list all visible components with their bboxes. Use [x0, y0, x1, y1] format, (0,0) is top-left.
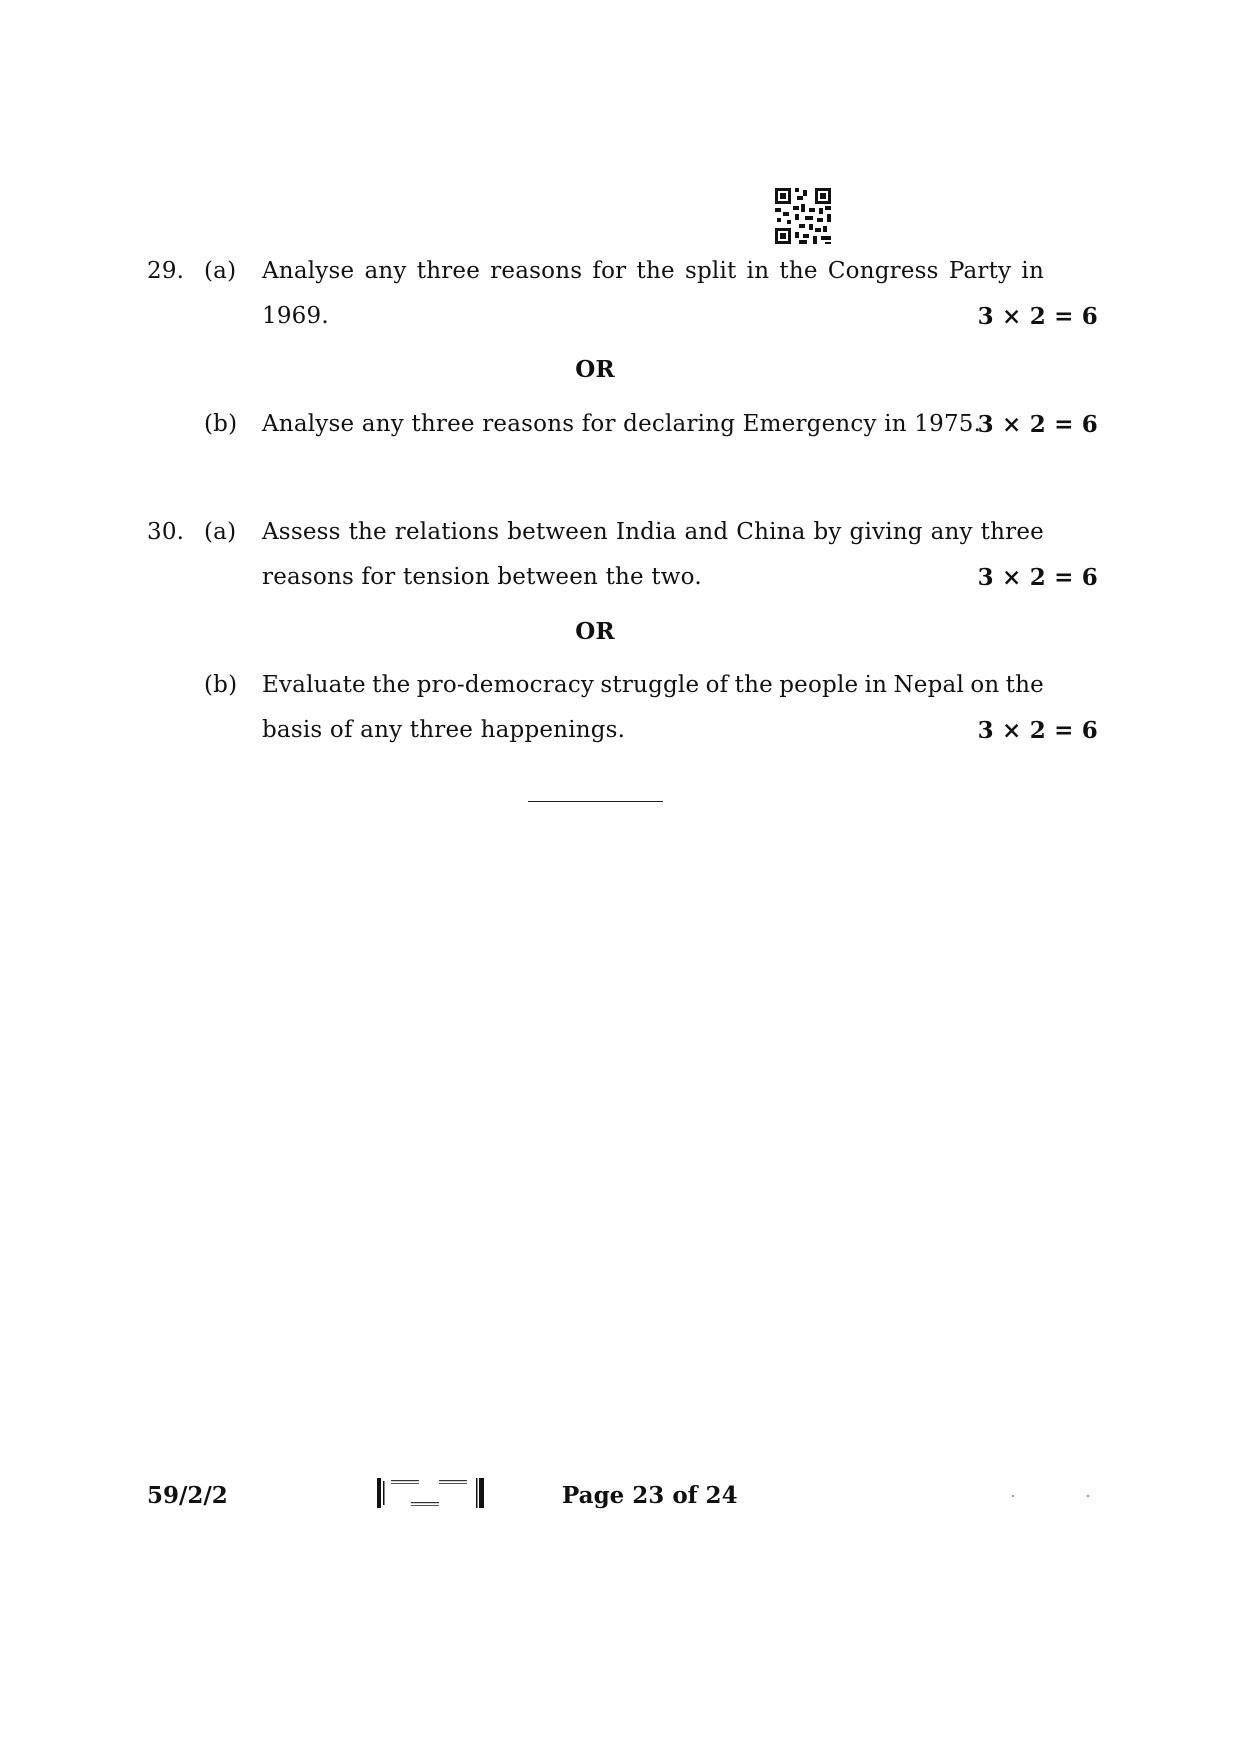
or-separator: OR: [575, 356, 615, 383]
question-number: 29.: [147, 258, 185, 284]
question-text-line: Analyse any three reasons for declaring Emergency in 1975.: [262, 411, 982, 437]
marks-label: 3 × 2 = 6: [977, 564, 1098, 591]
word: Evaluate: [262, 672, 366, 698]
question-text-line: [262, 521, 1044, 544]
question-text-line: [262, 260, 1044, 283]
or-separator: OR: [575, 618, 615, 645]
word: of: [705, 672, 729, 698]
marks-label: 3 × 2 = 6: [977, 303, 1098, 330]
word: in: [864, 672, 888, 698]
word: any: [364, 258, 407, 284]
word: by: [813, 519, 842, 545]
word: the: [348, 519, 387, 545]
question-text-line: [262, 674, 1044, 697]
word: people: [779, 672, 859, 698]
part-label: (a): [204, 519, 237, 545]
part-label: (b): [204, 411, 238, 437]
word: reasons: [490, 258, 583, 284]
word: the: [372, 672, 411, 698]
word: the: [636, 258, 675, 284]
word: India: [615, 519, 677, 545]
word: the: [1005, 672, 1044, 698]
qr-code-icon: [775, 188, 831, 244]
word: split: [685, 258, 737, 284]
word: for: [592, 258, 627, 284]
word: between: [507, 519, 608, 545]
word: struggle: [600, 672, 700, 698]
question-text-line: 1969.: [262, 303, 329, 329]
question-text-line: basis of any three happenings.: [262, 717, 626, 743]
word: pro-democracy: [416, 672, 595, 698]
paper-code: 59/2/2: [147, 1482, 228, 1509]
marks-label: 3 × 2 = 6: [977, 411, 1098, 438]
end-divider: [528, 801, 663, 802]
word: Congress: [827, 258, 939, 284]
dot-mark: [1087, 1495, 1089, 1497]
word: giving: [849, 519, 923, 545]
word: three: [416, 258, 481, 284]
word: any: [930, 519, 973, 545]
word: relations: [394, 519, 500, 545]
word: Nepal: [893, 672, 965, 698]
word: and: [684, 519, 729, 545]
word: Party: [948, 258, 1012, 284]
word: the: [779, 258, 818, 284]
part-label: (b): [204, 672, 238, 698]
dot-mark: [1012, 1495, 1014, 1497]
question-text-line: reasons for tension between the two.: [262, 564, 702, 590]
word: on: [970, 672, 1000, 698]
word: China: [736, 519, 806, 545]
word: in: [746, 258, 770, 284]
barcode-icon: [377, 1476, 485, 1510]
word: in: [1021, 258, 1044, 284]
marks-label: 3 × 2 = 6: [977, 717, 1098, 744]
word: Assess: [262, 519, 341, 545]
word: three: [980, 519, 1044, 545]
question-number: 30.: [147, 519, 185, 545]
word: the: [734, 672, 773, 698]
part-label: (a): [204, 258, 237, 284]
page-number: Page 23 of 24: [562, 1482, 738, 1509]
word: Analyse: [262, 258, 355, 284]
